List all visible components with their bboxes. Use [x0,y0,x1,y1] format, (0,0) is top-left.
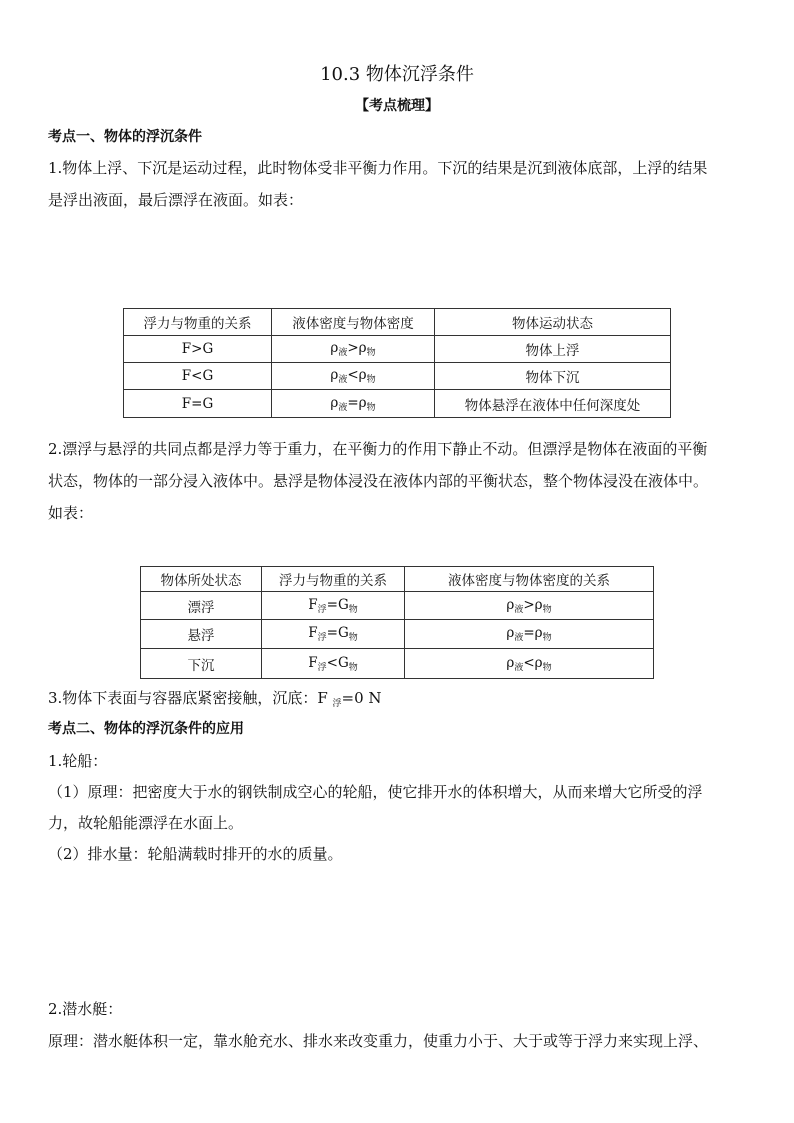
table-row [141,592,654,620]
page-title: 10.3 物体沉浮条件 [320,64,474,85]
table-header: 浮力与物重的关系 [262,567,405,592]
table-cell: $F_浮=G_物$ [262,620,405,649]
paragraph-2-line-1: 2.漂浮与悬浮的共同点都是浮力等于重力，在平衡力的作用下静止不动。但漂浮是物体在液面的平衡 [48,440,708,458]
section-heading-2: 考点二、物体的浮沉条件的应用 [48,721,244,737]
table-header: 物体所处状态 [141,567,262,592]
item-ship-principle-line-1: （1）原理：把密度大于水的钢铁制成空心的轮船，使它排开水的体积增大，从而来增大它所受的浮 [48,783,703,801]
table-cell: 物体悬浮在液体中任何深度处 [435,390,671,418]
item-submarine-principle: 原理：潜水艇体积一定，靠水舱充水、排水来改变重力，使重力小于、大于或等于浮力来实现上浮、 [48,1032,709,1050]
paragraph-3: 3.物体下表面与容器底紧密接触，沉底：F $_浮$=0 N [48,689,382,709]
table-row [124,363,671,390]
table-cell: 下沉 [141,649,262,679]
table-cell: $F_浮=G_物$ [262,592,405,620]
table-row [141,620,654,649]
table-row [124,390,671,418]
table-header: 浮力与物重的关系 [124,309,272,336]
paragraph-1-line-1: 1.物体上浮、下沉是运动过程，此时物体受非平衡力作用。下沉的结果是沉到液体底部，上浮的结果 [48,159,708,177]
section-heading-1: 考点一、物体的浮沉条件 [48,129,202,145]
table-header: 液体密度与物体密度的关系 [405,567,654,592]
table-cell: $\rho_液=\rho_物$ [272,390,435,418]
table-cell: F>G [124,336,272,363]
table-cell: $\rho_液<\rho_物$ [405,649,654,679]
item-submarine: 2.潜水艇： [48,1000,123,1018]
table-cell: F<G [124,363,272,390]
table-cell: $\rho_液>\rho_物$ [405,592,654,620]
table-cell: F=G [124,390,272,418]
paragraph-2-line-3: 如表： [48,504,94,522]
paragraph-2-line-2: 状态，物体的一部分浸入液体中。悬浮是物体浸没在液体内部的平衡状态，整个物体浸没在液体中。 [48,472,709,490]
item-ship-principle-line-2: 力，故轮船能漂浮在水面上。 [48,814,244,832]
page-subtitle: 【考点梳理】 [355,98,439,114]
table-cell: 物体上浮 [435,336,671,363]
paragraph-1-line-2: 是浮出液面，最后漂浮在液面。如表： [48,191,304,209]
table-cell: $\rho_液<\rho_物$ [272,363,435,390]
table-cell: $\rho_液=\rho_物$ [405,620,654,649]
table-row [141,649,654,679]
table-cell: 物体下沉 [435,363,671,390]
table-cell: 漂浮 [141,592,262,620]
table-row [124,336,671,363]
table-cell: $\rho_液>\rho_物$ [272,336,435,363]
table-state-relations [140,566,654,679]
table-cell: $F_浮<G_物$ [262,649,405,679]
table-cell: 悬浮 [141,620,262,649]
item-ship: 1.轮船： [48,752,108,770]
item-ship-displacement: （2）排水量：轮船满载时排开的水的质量。 [48,845,343,863]
table-float-conditions [123,308,671,418]
table-header: 物体运动状态 [435,309,671,336]
table-header: 液体密度与物体密度 [272,309,435,336]
